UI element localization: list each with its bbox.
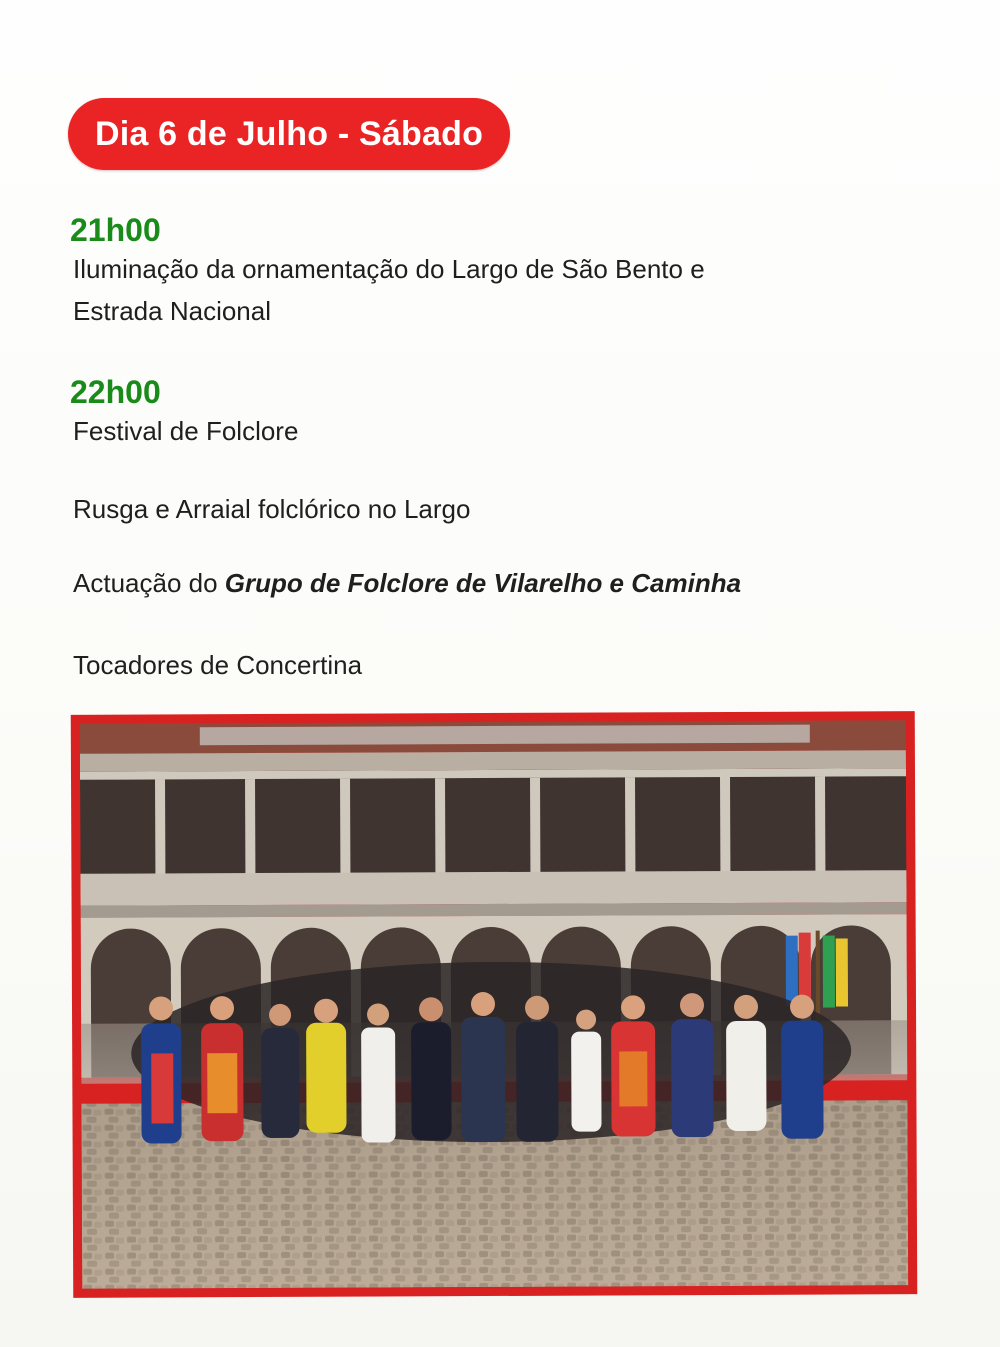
event-festival: Festival de Folclore: [73, 416, 299, 446]
event-actuacao: [73, 562, 933, 604]
event-rusga: Rusga e Arraial folclórico no Largo: [73, 494, 471, 524]
time-21h00: 21h00: [70, 212, 161, 248]
event-illumination-line2: Estrada Nacional: [73, 296, 271, 326]
day-heading-badge: [68, 98, 510, 170]
event-illumination-line1: Iluminação da ornamentação do Largo de São Bento e: [73, 254, 705, 284]
folk-group-photo: [80, 720, 908, 1289]
event-illumination: [73, 248, 933, 332]
event-actuacao-prefix: Actuação do: [73, 568, 225, 598]
day-heading-text: Dia 6 de Julho - Sábado: [94, 114, 484, 153]
folk-group-name: Grupo de Folclore de Vilarelho e Caminha: [224, 568, 742, 598]
time-22h00: 22h00: [70, 374, 161, 410]
folk-group-photo-frame: [71, 711, 918, 1298]
event-tocadores: Tocadores de Concertina: [73, 650, 363, 680]
